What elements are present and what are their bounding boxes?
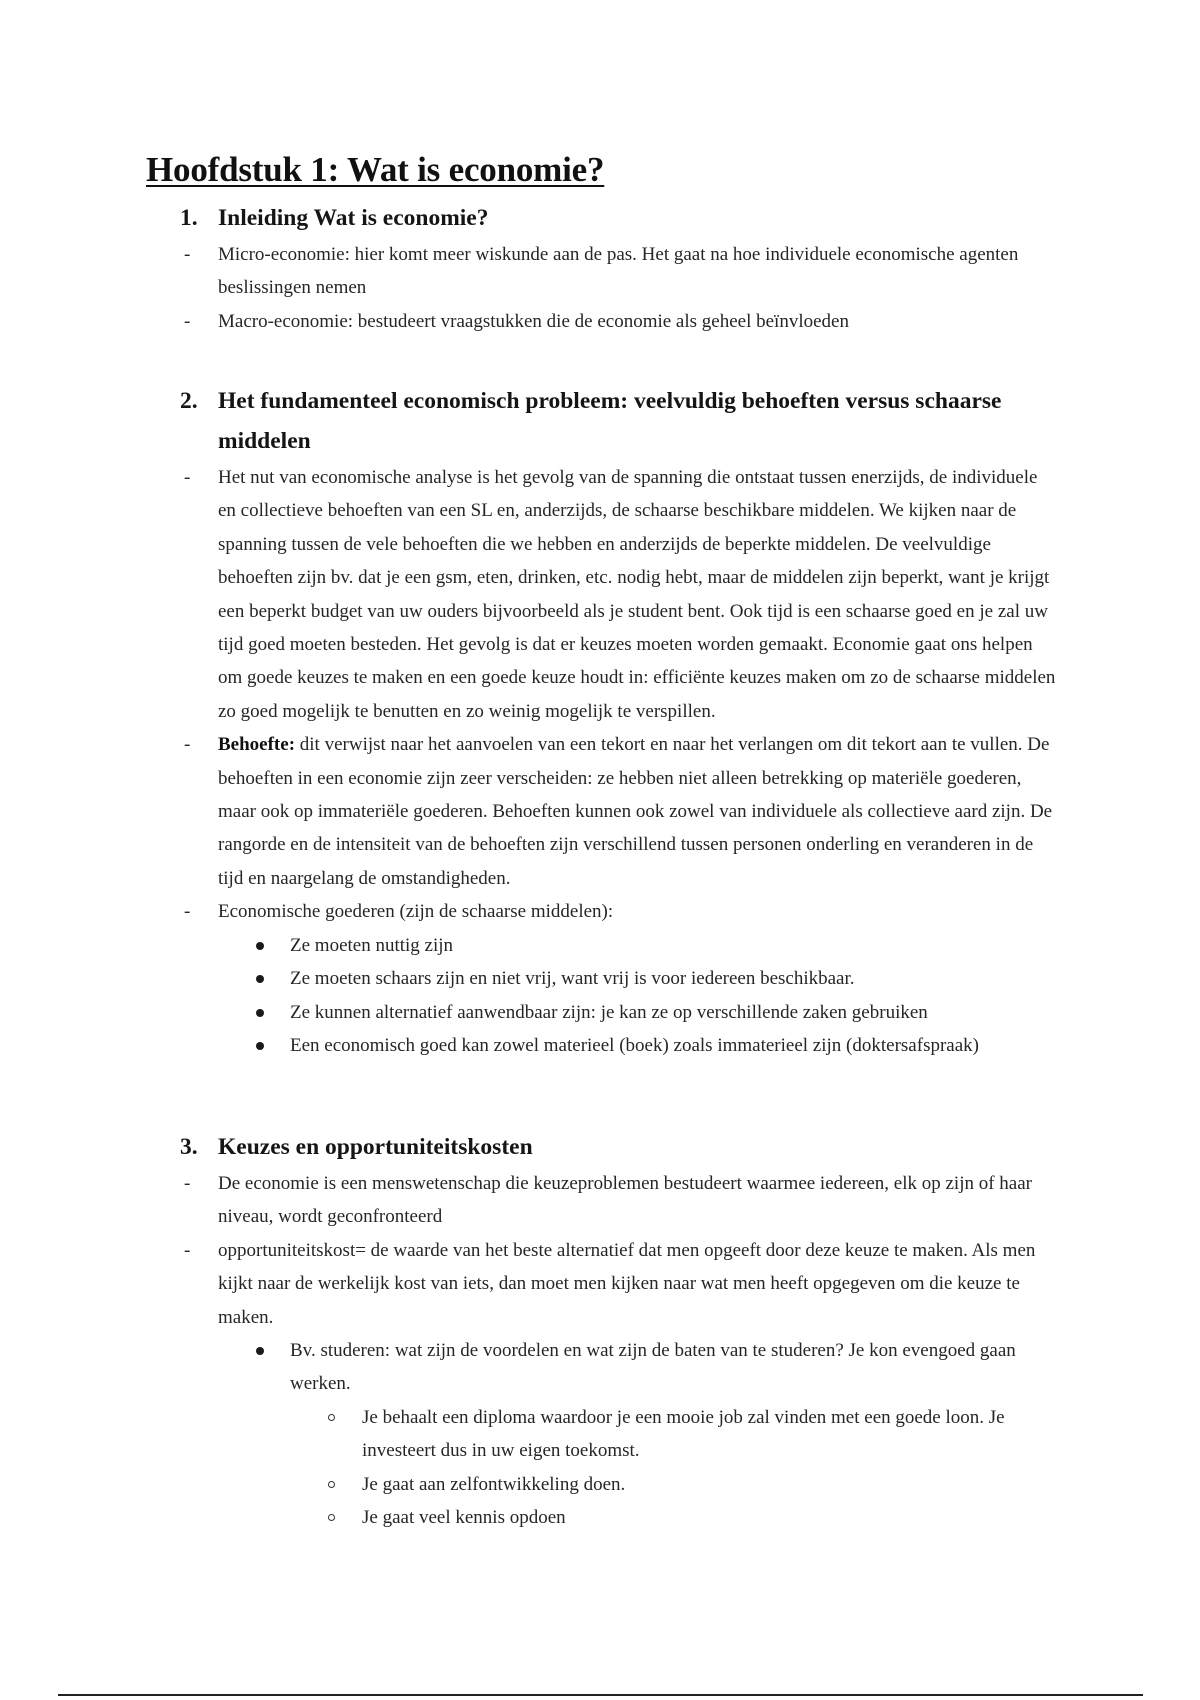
section-fundamenteel-probleem [180,381,1060,1062]
dash-bullet: - [184,1173,191,1194]
dash-bullet: - [184,310,191,332]
bullet-item [218,1334,1060,1534]
list-item-text: opportuniteitskost= de waarde van het beste alternatief dat men opgeeft door deze keuze te maken. Als men kijkt naar de werkelijk kost van iets, dan moet men kijken naar wat men heeft opgegeven om die keuze te maken. [218,1239,1036,1328]
list-item-text: Economische goederen (zijn de schaarse middelen): [218,901,614,923]
sub-bullet-item-text: Je gaat aan zelfontwikkeling doen. [362,1473,626,1495]
bullet-item-text: Ze kunnen alternatief aanwendbaar zijn: je kan ze op verschillende zaken gebruiken [290,1001,928,1023]
section-heading [180,1127,1060,1167]
section-heading [180,198,1060,238]
bullet-dot-icon [256,1009,264,1017]
bullet-circle-icon [328,1514,335,1521]
section-keuzes [180,1127,1060,1534]
list-item [0,238,1060,305]
list-item-text: Macro-economie: bestudeert vraagstukken die de economie als geheel beïnvloeden [218,310,849,332]
bullet-item [218,962,1060,995]
bullet-circle-icon [328,1481,335,1488]
section-heading-text: Keuzes en opportuniteitskosten [218,1134,533,1160]
list-item [0,461,1060,728]
bullet-item [218,996,1060,1029]
sub-bullet-item [290,1501,1060,1534]
list-item-text: De economie is een menswetenschap die keuzeproblemen bestudeert waarmee iedereen, elk op zijn of haar niveau, wordt geconfronteerd [218,1173,1032,1228]
dash-list [180,1167,1060,1534]
section-heading-text: Het fundamenteel economisch probleem: veelvuldig behoeften versus schaarse middelen [218,388,1002,454]
section-inleiding [180,198,1060,338]
term-behoefte: Behoefte: [218,734,296,756]
list-item-text: dit verwijst naar het aanvoelen van een tekort en naar het verlangen om dit tekort aan te vullen. De behoeften in een economie zijn zeer verscheiden: ze hebben niet alleen betrekking op materiële goederen, maar ook op immateriële goederen. Behoeften kunnen ook zowel van individuele als collectieve aard zijn. De rangorde en de intensiteit van de behoeften zijn verschillend tussen personen onderling en veranderen in de tijd en naargelang de omstandigheden. [218,734,1053,889]
dash-bullet: - [184,734,191,756]
section-number: 3. [180,1134,198,1160]
list-item [0,1234,1060,1535]
sub-bullet-item [290,1468,1060,1501]
section-number: 1. [180,205,198,231]
list-item [0,305,1060,338]
list-item [0,895,1060,1062]
bullet-dot-icon [256,942,264,950]
bullet-list [218,1334,1060,1534]
dash-bullet: - [184,244,191,265]
page-title: Hoofdstuk 1: Wat is economie? [146,150,605,189]
bullet-item-text: Bv. studeren: wat zijn de voordelen en wat zijn de baten van te studeren? Je kon evengoed gaan werken. [290,1340,1016,1395]
bullet-item-text: Ze moeten nuttig zijn [290,934,454,956]
bullet-item-text: Een economisch goed kan zowel materieel (boek) zoals immaterieel zijn (doktersafspraak) [290,1034,979,1056]
bullet-list [218,929,1060,1063]
sub-bullet-item [290,1401,1060,1468]
dash-bullet: - [184,1239,191,1261]
section-heading-text: Inleiding Wat is economie? [218,205,489,231]
bullet-item [218,1029,1060,1062]
section-heading [180,381,1060,461]
bullet-item-text: Ze moeten schaars zijn en niet vrij, want vrij is voor iedereen beschikbaar. [290,968,855,990]
list-item-text: Het nut van economische analyse is het gevolg van de spanning die ontstaat tussen enerzijds, de individuele en collectieve behoeften van een SL en, anderzijds, de schaarse beschikbare middelen. We kijken naar de spanning tussen de vele behoeften die we hebben en anderzijds de beperkte middelen. De veelvuldige behoeften zijn bv. dat je een gsm, eten, drinken, etc. nodig hebt, maar de middelen zijn beperkt, want je krijgt een beperkt budget van uw ouders bijvoorbeeld als je student bent. Ook tijd is een schaarse goed en je zal uw tijd goed moeten besteden. Het gevolg is dat er keuzes moeten worden gemaakt. Economie gaat ons helpen om goede keuzes te maken en een goede keuze houdt in: efficiënte keuzes maken om zo de schaarse middelen zo goed mogelijk te benutten en zo weinig mogelijk te verspillen. [218,467,1056,722]
footer-divider [58,1694,1143,1696]
sub-bullet-list [290,1401,1060,1535]
list-item [0,728,1060,895]
dash-bullet: - [184,467,191,488]
bullet-dot-icon [256,1347,264,1355]
section-number: 2. [180,388,198,414]
list-item-text: Micro-economie: hier komt meer wiskunde aan de pas. Het gaat na hoe individuele economische agenten beslissingen nemen [218,244,1019,299]
sub-bullet-item-text: Je behaalt een diploma waardoor je een mooie job zal vinden met een goede loon. Je investeert dus in uw eigen toekomst. [362,1406,1005,1462]
bullet-circle-icon [328,1414,335,1421]
bullet-item [218,929,1060,962]
bullet-dot-icon [256,975,264,983]
dash-bullet: - [184,901,191,923]
list-item [0,1167,1060,1234]
dash-list [180,238,1060,338]
bullet-dot-icon [256,1042,264,1050]
dash-list [180,461,1060,1062]
sub-bullet-item-text: Je gaat veel kennis opdoen [362,1507,566,1529]
